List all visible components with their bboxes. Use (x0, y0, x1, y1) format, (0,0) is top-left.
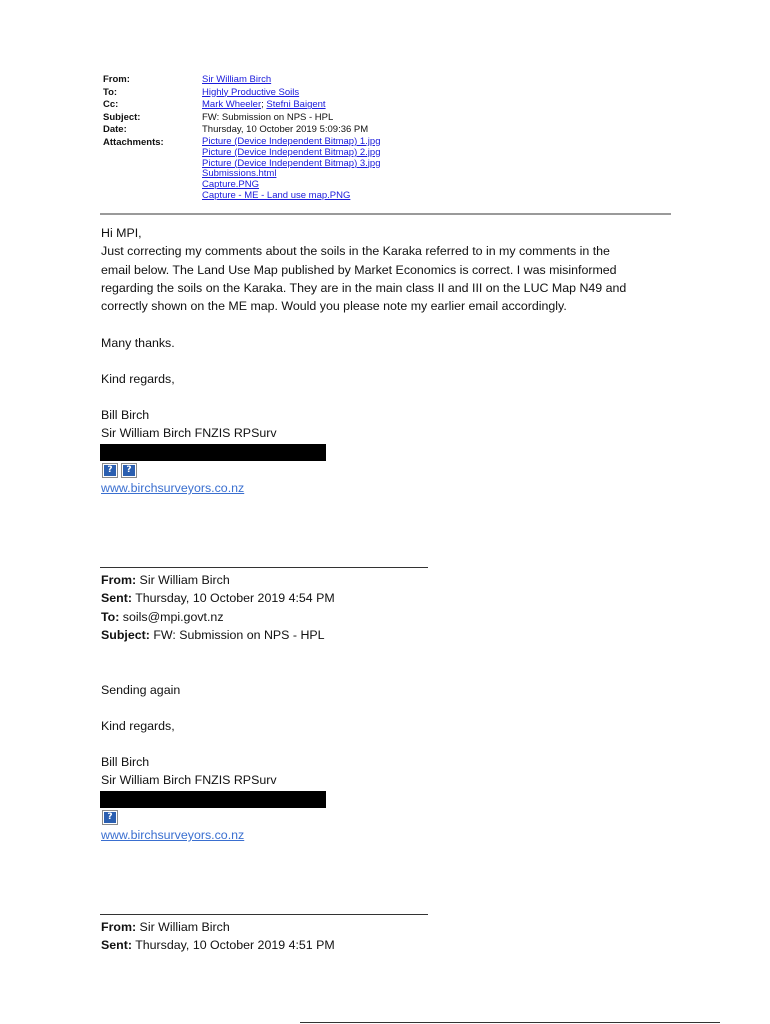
cc-link-1[interactable]: Mark Wheeler (202, 99, 262, 111)
header-to-row (103, 87, 381, 100)
signature-block (101, 406, 661, 443)
fwd2-from-value: Sir William Birch (136, 920, 230, 934)
broken-image-icon: ? (121, 463, 137, 478)
cc-separator: ; (261, 99, 264, 111)
cc-link-2[interactable]: Stefni Baigent (266, 99, 326, 111)
body-line: Just correcting my comments about the soils in the Karaka referred to in my comments in the (101, 244, 610, 259)
attachments-label: Attachments: (103, 136, 164, 148)
forward-separator (100, 567, 428, 568)
broken-image-icon: ? (102, 810, 118, 825)
fwd-from-label: From: (101, 573, 137, 587)
from-link[interactable]: Sir William Birch (202, 74, 272, 85)
attachment-link[interactable]: Picture (Device Independent Bitmap) 3.jpg (202, 157, 381, 169)
fwd-to-label: To: (101, 609, 120, 624)
date-value: Thursday, 10 October 2019 5:09:36 PM (202, 124, 369, 136)
fwd2-from-row (101, 918, 335, 936)
signature-title: Sir William Birch FNZIS RPSurv (101, 426, 277, 441)
to-label: To: (103, 86, 118, 98)
fwd-subject-row (101, 626, 335, 644)
page-bottom-rule (300, 1022, 720, 1023)
from-label: From: (103, 74, 130, 85)
header-cc-row (103, 99, 381, 112)
attachments-list (202, 137, 381, 202)
fwd-website-link[interactable]: www.birchsurveyors.co.nz (101, 828, 245, 842)
forward-header-1 (101, 571, 335, 644)
broken-image-icon: ? (102, 463, 118, 478)
fwd-sent-value: Thursday, 10 October 2019 4:54 PM (131, 591, 335, 606)
fwd-subject-value: FW: Submission on NPS - HPL (149, 627, 325, 642)
fwd-to-row (101, 608, 335, 626)
subject-label: Subject: (103, 111, 141, 123)
website-link[interactable]: www.birchsurveyors.co.nz (101, 481, 245, 495)
fwd-from-row (101, 571, 335, 589)
regards-line: Kind regards, (101, 372, 175, 386)
fwd-sent-label: Sent: (101, 591, 132, 606)
date-label: Date: (103, 124, 127, 136)
redacted-contact (100, 791, 326, 808)
redacted-contact (100, 444, 326, 461)
fwd-signature-block (101, 753, 277, 790)
fwd-to-value: soils@mpi.govt.nz (119, 609, 224, 624)
body-line: regarding the soils on the Karaka. They are in the main class II and III on the LUC Map N49 and (101, 280, 627, 295)
fwd-subject-label: Subject: (101, 627, 150, 642)
forward-header-2 (101, 918, 335, 955)
header-divider (100, 213, 671, 215)
cc-values (202, 99, 326, 112)
attachment-link[interactable]: Picture (Device Independent Bitmap) 1.jpg (202, 135, 381, 147)
fwd-from-value: Sir William Birch (136, 573, 230, 587)
fwd-signature-title: Sir William Birch FNZIS RPSurv (101, 773, 277, 788)
greeting: Hi MPI, (101, 226, 142, 240)
body-line: correctly shown on the ME map. Would you please note my earlier email accordingly. (101, 299, 567, 314)
body-line: email below. The Land Use Map published by Market Economics is correct. I was misinformed (101, 262, 617, 277)
cc-label: Cc: (103, 99, 119, 111)
attachment-link[interactable]: Picture (Device Independent Bitmap) 2.jpg (202, 146, 381, 158)
fwd2-sent-label: Sent: (101, 938, 132, 953)
fwd-regards: Kind regards, (101, 719, 175, 733)
message-body (101, 224, 661, 315)
subject-value: FW: Submission on NPS - HPL (202, 111, 334, 123)
fwd-sent-row (101, 589, 335, 607)
email-header (103, 74, 381, 202)
signature-name: Bill Birch (101, 408, 150, 422)
fwd-signature-name: Bill Birch (101, 755, 150, 769)
forward-separator (100, 914, 428, 915)
thanks-line: Many thanks. (101, 336, 175, 350)
header-attachments-row (103, 137, 381, 202)
attachment-link[interactable]: Capture.PNG (202, 179, 260, 191)
fwd2-sent-row (101, 936, 335, 954)
header-subject-row (103, 112, 381, 125)
fwd-body: Sending again (101, 683, 181, 697)
attachment-link[interactable]: Capture - ME - Land use map.PNG (202, 189, 351, 201)
to-link[interactable]: Highly Productive Soils (202, 86, 300, 98)
attachment-link[interactable]: Submissions.html (202, 168, 277, 180)
fwd2-from-label: From: (101, 920, 137, 934)
fwd2-sent-value: Thursday, 10 October 2019 4:51 PM (131, 938, 335, 953)
header-from-row (103, 74, 381, 87)
